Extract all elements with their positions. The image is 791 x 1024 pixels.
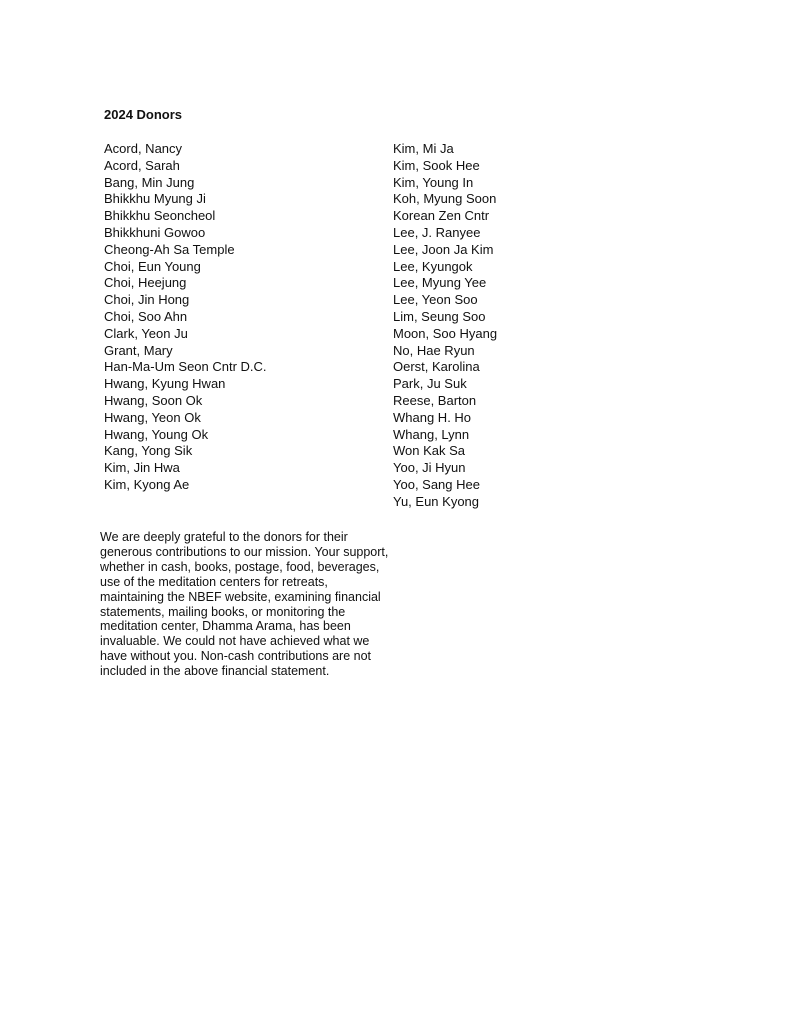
donor-name: Bhikkhu Seoncheol xyxy=(104,208,216,224)
donor-name: Kim, Mi Ja xyxy=(393,141,454,156)
donor-name: Cheong-Ah Sa Temple xyxy=(104,241,235,257)
donor-name: Acord, Nancy xyxy=(104,141,183,156)
donor-name: Hwang, Kyung Hwan xyxy=(104,376,226,392)
donor-name: Reese, Barton xyxy=(393,392,477,408)
donor-name: Bhikkhuni Gowoo xyxy=(104,224,206,240)
donor-name: Kim, Sook Hee xyxy=(393,157,480,173)
donor-name: Clark, Yeon Ju xyxy=(104,325,188,341)
donor-name: Hwang, Young Ok xyxy=(104,426,209,442)
donor-name: Yoo, Ji Hyun xyxy=(393,460,466,476)
donor-name: Hwang, Yeon Ok xyxy=(104,409,201,425)
donor-name: Kang, Yong Sik xyxy=(104,443,193,459)
donor-list-right xyxy=(393,141,497,511)
donor-name: Choi, Heejung xyxy=(104,275,187,291)
donor-name: Kim, Jin Hwa xyxy=(104,460,180,476)
donor-name: Moon, Soo Hyang xyxy=(393,325,498,341)
donor-name: Lee, Myung Yee xyxy=(393,275,487,291)
donor-name: No, Hae Ryun xyxy=(393,342,475,358)
donor-name: Acord, Sarah xyxy=(104,157,180,173)
donor-name: Bhikkhu Myung Ji xyxy=(104,191,206,207)
donor-name: Han-Ma-Um Seon Cntr D.C. xyxy=(104,359,267,375)
donor-name: Whang, Lynn xyxy=(393,426,470,442)
donor-name: Oerst, Karolina xyxy=(393,359,480,375)
donor-name: Kim, Young In xyxy=(393,174,474,190)
donor-name: Kim, Kyong Ae xyxy=(104,476,190,492)
donor-name: Grant, Mary xyxy=(104,342,173,358)
donor-name: Yu, Eun Kyong xyxy=(393,493,480,509)
donor-name: Korean Zen Cntr xyxy=(393,208,490,224)
donor-name: Park, Ju Suk xyxy=(393,376,467,392)
donor-name: Won Kak Sa xyxy=(393,443,466,459)
donor-list-left xyxy=(104,141,267,494)
donor-name: Lee, J. Ranyee xyxy=(393,224,481,240)
donor-name: Bang, Min Jung xyxy=(104,174,195,190)
donor-name: Whang H. Ho xyxy=(393,409,472,425)
donor-name: Choi, Eun Young xyxy=(104,258,201,274)
donor-name: Yoo, Sang Hee xyxy=(393,476,480,492)
donor-name: Choi, Jin Hong xyxy=(104,292,190,308)
donor-name: Lee, Joon Ja Kim xyxy=(393,241,494,257)
donor-name: Lim, Seung Soo xyxy=(393,308,486,324)
donor-name: Koh, Myung Soon xyxy=(393,191,497,207)
gratitude-paragraph: We are deeply grateful to the donors for their generous contributions to our mission. Your support, whether in cash, books, postage, food, beverages, use of the meditation centers for retreats, maintaining the NBEF website, examining financial statements, mailing books, or monitoring the meditation center, Dhamma Arama, has been invaluable. We could not have achieved what we have without you. Non-cash contributions are not included in the above financial statement. xyxy=(100,530,389,679)
page-title: 2024 Donors xyxy=(104,107,183,122)
donor-name: Hwang, Soon Ok xyxy=(104,392,203,408)
donor-name: Choi, Soo Ahn xyxy=(104,308,188,324)
donor-name: Lee, Kyungok xyxy=(393,258,473,274)
donor-name: Lee, Yeon Soo xyxy=(393,292,478,308)
